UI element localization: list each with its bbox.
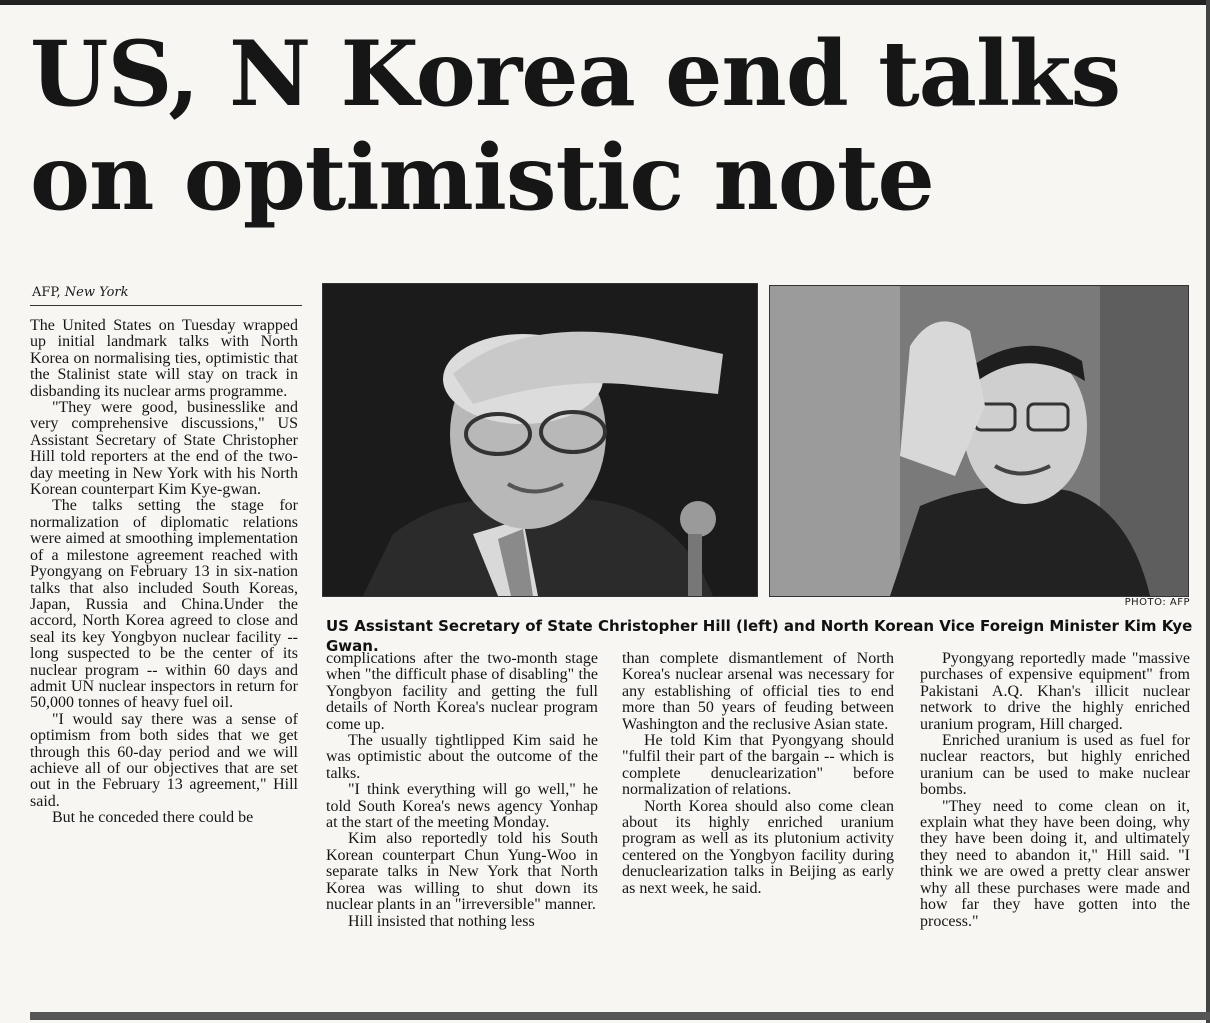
photo-kim-kye-gwan bbox=[769, 285, 1189, 597]
paragraph: He told Kim that Pyongyang should "fulfil their part of the bargain -- which is complete denuclearization" before normalization of relations. bbox=[622, 732, 894, 799]
paragraph: The United States on Tuesday wrapped up initial landmark talks with North Korea on normalising ties, optimistic that the Stalinist state will stay on track in disbanding its nuclear arms programme. bbox=[30, 317, 298, 400]
photo-credit: PHOTO: AFP bbox=[1124, 597, 1190, 608]
byline-rule bbox=[30, 305, 302, 306]
photo-caption: US Assistant Secretary of State Christopher Hill (left) and North Korean Vice Foreign Minister Kim Kye Gwan. bbox=[326, 617, 1193, 655]
paragraph: But he conceded there could be bbox=[52, 809, 254, 827]
headline-line-2: on optimistic note bbox=[30, 125, 934, 231]
byline-agency: AFP bbox=[32, 285, 57, 300]
paragraph: The usually tightlipped Kim said he was optimistic about the outcome of the talks. bbox=[326, 732, 598, 782]
byline-place: New York bbox=[64, 285, 129, 300]
paragraph: than complete dismantlement of North Korea's nuclear arsenal was necessary for any establishing of official ties to end more than 50 years of feuding between Washington and the reclusive Asian state. bbox=[622, 650, 894, 733]
paragraph: "I would say there was a sense of optimism from both sides that we get through this 60-day period and we will achieve all of our objectives that are set out in the February 13 agreement," Hill said. bbox=[30, 710, 298, 810]
paragraph: "I think everything will go well," he told South Korea's news agency Yonhap at the start of the meeting Monday. bbox=[326, 781, 598, 832]
paragraph: The talks setting the stage for normalization of diplomatic relations were aimed at smoothing implementation of a milestone agreement reached with Pyongyang on February 13 in six-nation talks that also included South Koreas, Japan, Russia and China.Under the accord, North Korea agreed to close and seal its key Yongbyon nuclear facility -- long suspected to be the center of its nuclear program -- within 60 days and admit UN nuclear inspectors in return for 50,000 tonnes of heavy fuel oil. bbox=[30, 497, 298, 712]
paragraph: Pyongyang reportedly made "massive purchases of expensive equipment" from Pakistani A.Q. Khan's illicit nuclear network to drive the highly enriched uranium program, Hill charged. bbox=[920, 650, 1190, 733]
paragraph: Hill insisted that nothing less bbox=[348, 912, 535, 930]
page-top-edge bbox=[0, 0, 1210, 5]
article-column-2 bbox=[326, 651, 598, 930]
photo-christopher-hill-illustration bbox=[323, 284, 757, 596]
article-column-1 bbox=[30, 318, 298, 827]
headline-line-1: US, N Korea end talks bbox=[30, 21, 1121, 127]
paragraph: "They need to come clean on it, explain what they have been doing, why they have been doing it, and ultimately they need to abandon it," Hill said. "I think we are owed a pretty clear answer why all these purchases were made and how far they have gotten into the process." bbox=[920, 797, 1190, 930]
article-column-4 bbox=[920, 651, 1190, 930]
photo-kim-kye-gwan-illustration bbox=[770, 286, 1188, 596]
headline bbox=[30, 22, 1170, 230]
paragraph: Enriched uranium is used as fuel for nuclear reactors, but highly enriched uranium can be used to make nuclear bombs. bbox=[920, 732, 1190, 799]
paragraph: North Korea should also come clean about its highly enriched uranium program as well as its plutonium activity centered on the Yongbyon facility during denuclearization talks in Beijing as early as next week, he said. bbox=[622, 797, 894, 897]
page-right-edge bbox=[1206, 0, 1210, 1023]
paragraph: complications after the two-month stage when "the difficult phase of disabling" the Yongbyon facility and getting the full details of North Korea's nuclear program come up. bbox=[326, 650, 598, 733]
article-column-3 bbox=[622, 651, 894, 897]
page-bottom-rule bbox=[30, 1012, 1210, 1020]
paragraph: Kim also reportedly told his South Korean counterpart Chun Yung-Woo in separate talks in New York that North Korea was willing to shut down its nuclear plants in an "irreversible" manner. bbox=[326, 830, 598, 914]
byline: AFP, New York bbox=[32, 285, 129, 300]
photo-christopher-hill bbox=[322, 283, 758, 597]
paragraph: "They were good, businesslike and very comprehensive discussions," US Assistant Secretary of State Christopher Hill told reporters at the end of the two-day meeting in New York with his North Korean counterpart Kim Kye-gwan. bbox=[30, 399, 298, 499]
